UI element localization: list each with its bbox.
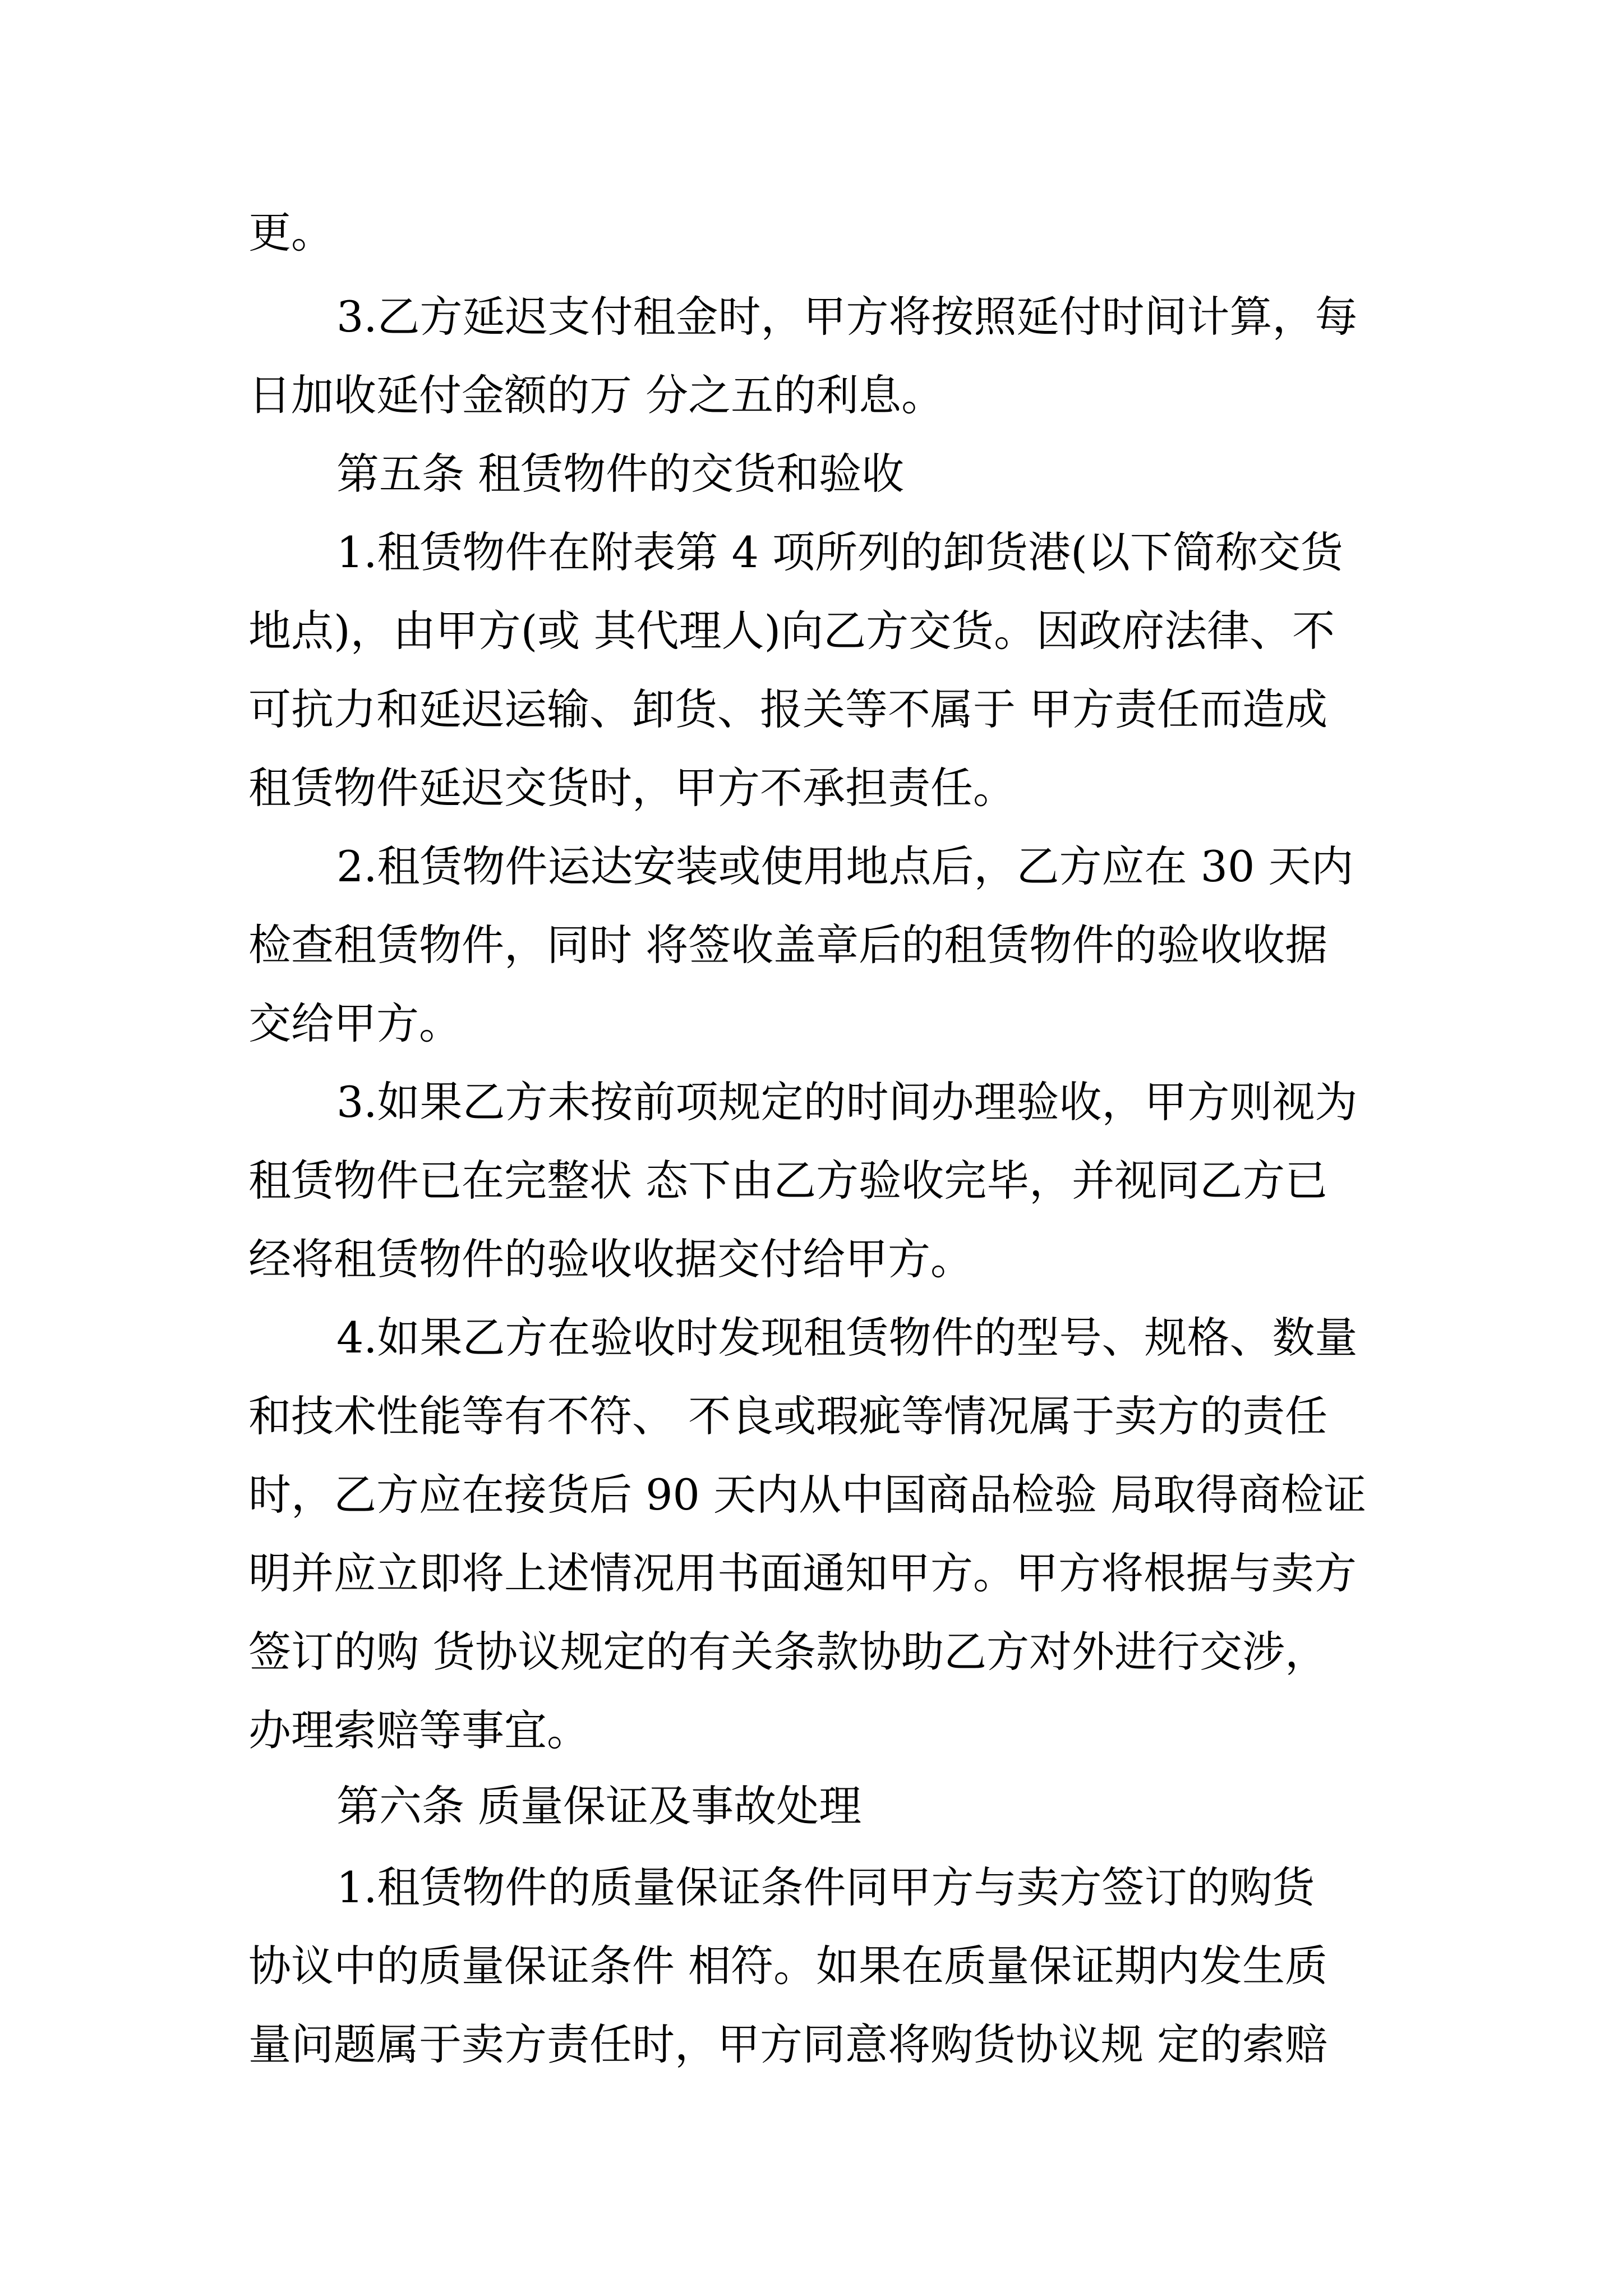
text-line: 4.如果乙方在验收时发现租赁物件的型号、规格、数量: [336, 1313, 1358, 1363]
text-line: 协议中的质量保证条件 相符。如果在质量保证期内发生质: [248, 1941, 1328, 1991]
text-line: 3.如果乙方未按前项规定的时间办理验收，甲方则视为: [336, 1077, 1358, 1127]
text-line: 签订的购 货协议规定的有关条款协助乙方对外进行交涉，: [248, 1627, 1328, 1677]
text-line: 地点)，由甲方(或 其代理人)向乙方交货。因政府法律、不: [248, 606, 1335, 656]
text-line: 可抗力和延迟运输、卸货、报关等不属于 甲方责任而造成: [248, 684, 1328, 734]
text-line: 检查租赁物件，同时 将签收盖章后的租赁物件的验收收据: [248, 920, 1328, 970]
section-heading: 第六条 质量保证及事故处理: [336, 1781, 862, 1831]
text-line: 办理索赔等事宜。: [248, 1705, 589, 1755]
text-line: 经将租赁物件的验收收据交付给甲方。: [248, 1234, 973, 1284]
text-line: 1.租赁物件的质量保证条件同甲方与卖方签订的购货: [336, 1862, 1315, 1912]
text-line: 和技术性能等有不符、 不良或瑕疵等情况属于卖方的责任: [248, 1391, 1328, 1441]
text-line: 量问题属于卖方责任时，甲方同意将购货协议规 定的索赔: [248, 2019, 1328, 2069]
text-line: 2.租赁物件运达安装或使用地点后，乙方应在 30 天内: [336, 841, 1354, 891]
text-line: 明并应立即将上述情况用书面通知甲方。甲方将根据与卖方: [248, 1548, 1357, 1598]
text-line: 时，乙方应在接货后 90 天内从中国商品检验 局取得商检证: [248, 1470, 1367, 1520]
text-line: 交给甲方。: [248, 999, 462, 1048]
section-heading: 第五条 租赁物件的交货和验收: [336, 449, 905, 499]
text-line: 日加收延付金额的万 分之五的利息。: [248, 370, 944, 420]
text-line: 更。: [248, 208, 334, 257]
text-line: 租赁物件延迟交货时，甲方不承担责任。: [248, 763, 1016, 813]
text-line: 1.租赁物件在附表第 4 项所列的卸货港(以下简称交货: [336, 527, 1343, 577]
text-line: 3.乙方延迟支付租金时，甲方将按照延付时间计算，每: [336, 292, 1358, 342]
text-line: 租赁物件已在完整状 态下由乙方验收完毕，并视同乙方已: [248, 1156, 1328, 1205]
